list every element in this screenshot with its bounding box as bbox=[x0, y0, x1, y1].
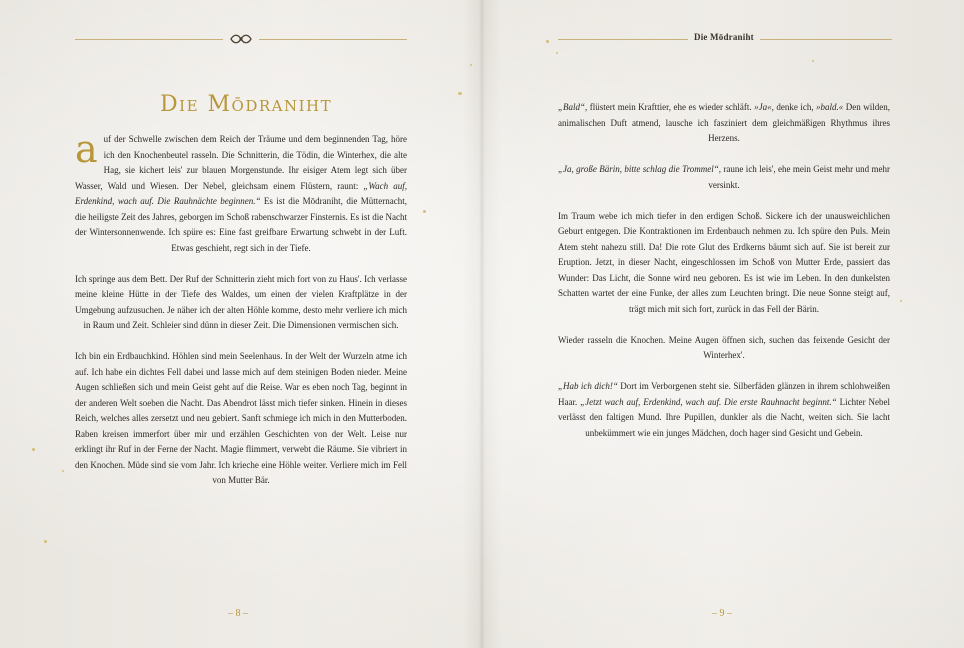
paragraph: Im Traum webe ich mich tiefer in den erdigen Schoß. Sickere ich der unausweichlichen Geburt entgegen. Die Kontraktionen im Erdenbauch nehmen zu. Ich spüre den Puls. Mein Atem steht nahezu still. Da! Die rote Glut des Erdkerns bäumt sich auf. Sie ist bereit zur Eruption. Jetzt, in dieser Nacht, eingeschlossen im Schoß von Mutter Erde, passiert das Wunder: Das Licht, die Sonne wird neu geboren. Es ist wie im Leben. In den dunkelsten Schatten wartet der eine Funke, der alles zum Leuchten bringt. Die neue Sonne steigt auf, trägt mich mit sich fort, zurück in das Fell der Bärin. bbox=[558, 210, 890, 314]
quote-text: „Wach auf, Erdenkind, wach auf. Die Rauhnächte beginnen.“ bbox=[75, 180, 407, 206]
paragraph-text: Den wilden, animalischen Duft atmend, lausche ich fasziniert dem gleichmäßigen Rhythmus ihres Herzens. bbox=[558, 102, 890, 143]
paragraph bbox=[558, 379, 890, 441]
right-page-body bbox=[558, 100, 890, 457]
paragraph-text: , raune ich leis', ehe mein Geist mehr und mehr versinkt. bbox=[708, 164, 890, 190]
right-page bbox=[482, 0, 964, 648]
page-number: – 9 – bbox=[712, 608, 732, 619]
quote-text: „Hab ich dich!“ bbox=[558, 381, 618, 391]
paragraph-text: , denke ich, bbox=[771, 102, 817, 112]
paragraph: Ich bin ein Erdbauchkind. Höhlen sind mein Seelenhaus. In der Welt der Wurzeln atme ich auf. Ich habe ein dichtes Fell dabei und lasse mich auf dem steinigen Boden nieder. Meine Augen schließen sich und mein Geist geht auf die Reise. War es eben noch Tag, beginnt in der anderen Welt soeben die Nacht. Das Abendrot lässt mich tiefer sinken. Hinein in dieses Reich, welches alles zersetzt und neu gebiert. Sanft schmiege ich mich in den Mutterboden. Raben kreisen immerfort über mir und erzählen Geschichten von der Welt. Leise nur erklingt ihr Ruf in der Ferne der Nacht. Magie flimmert, verwebt die Räume. Sie vibriert in den Knochen. Müde sind sie vom Jahr. Ich krieche eine Höhle weiter. Verliere mich im Fell von Mutter Bär. bbox=[75, 351, 407, 485]
quote-text: „Bald“ bbox=[558, 102, 586, 112]
quote-text: »bald.« bbox=[816, 102, 844, 112]
paragraph bbox=[558, 100, 890, 147]
paragraph bbox=[75, 127, 407, 256]
drop-cap: a bbox=[75, 127, 98, 171]
knot-ornament-icon bbox=[229, 32, 253, 46]
paragraph-text: , flüstert mein Krafttier, ehe es wieder schläft. bbox=[585, 102, 755, 112]
header-rule-left bbox=[558, 39, 688, 40]
header-rule-right bbox=[760, 39, 892, 40]
paragraph-text: Es ist die Mōdraniht, die Mütternacht, die heiligste Zeit des Jahres, geborgen im Schoß rabenschwarzer Finsternis. Es ist die Nacht der Wintersonnenwende. Ich spüre es: Eine fast greifbare Erwartung schwebt in der Luft. Etwas geschieht, regt sich in der Tiefe. bbox=[75, 196, 407, 253]
paragraph-text: Dort im Verborgenen steht sie. Silberfäden glänzen in ihrem schlohweißen Haar. bbox=[558, 381, 890, 407]
running-head: Die Mōdraniht bbox=[694, 32, 754, 42]
paragraph: Ich springe aus dem Bett. Der Ruf der Schnitterin zieht mich fort von zu Haus'. Ich verlasse meine kleine Hütte in der Tiefe des Waldes, um einen der vielen Kraftplätze in der Umgebung aufzusuchen. Je näher ich der alten Höhle komme, desto mehr verliere ich mich in Raum und Zeit. Schleier sind dünn in dieser Zeit. Die Dimensionen vermischen sich. bbox=[75, 273, 407, 330]
paragraph: Wieder rasseln die Knochen. Meine Augen öffnen sich, suchen das feixende Gesicht der Winterhex'. bbox=[558, 334, 890, 360]
paragraph-text: Lichter Nebel verlässt den faltigen Mund. Ihre Pupillen, dunkler als die Nacht, weiten sich. Sie lacht unbekümmert wie ein junges Mädchen, doch hager sind Gesicht und Gebein. bbox=[558, 396, 890, 438]
page-number: – 8 – bbox=[228, 608, 248, 619]
header-rule-right bbox=[259, 39, 407, 40]
quote-text: „Ja, große Bärin, bitte schlag die Trommel“ bbox=[558, 164, 719, 174]
quote-text: »Ja« bbox=[754, 102, 772, 112]
left-page-body bbox=[75, 127, 407, 504]
paragraph-text: uf der Schwelle zwischen dem Reich der Träume und dem beginnenden Tag, höre ich den Knochenbeutel rasseln. Die Schnitterin, die Tödin, die Winterhex, die alte Hag, sie kichert leis' zur blauen Morgenstunde. Ihr eisiger Atem legt sich über Wasser, Wald und Wiesen. Der Nebel, gleichsam einem Flüstern, raunt: bbox=[75, 134, 407, 191]
paragraph bbox=[558, 162, 890, 193]
quote-text: „Jetzt wach auf, Erdenkind, wach auf. Die erste Rauhnacht beginnt.“ bbox=[580, 396, 837, 407]
chapter-title: Die Mōdraniht bbox=[160, 92, 333, 117]
header-rule-left bbox=[75, 39, 223, 40]
